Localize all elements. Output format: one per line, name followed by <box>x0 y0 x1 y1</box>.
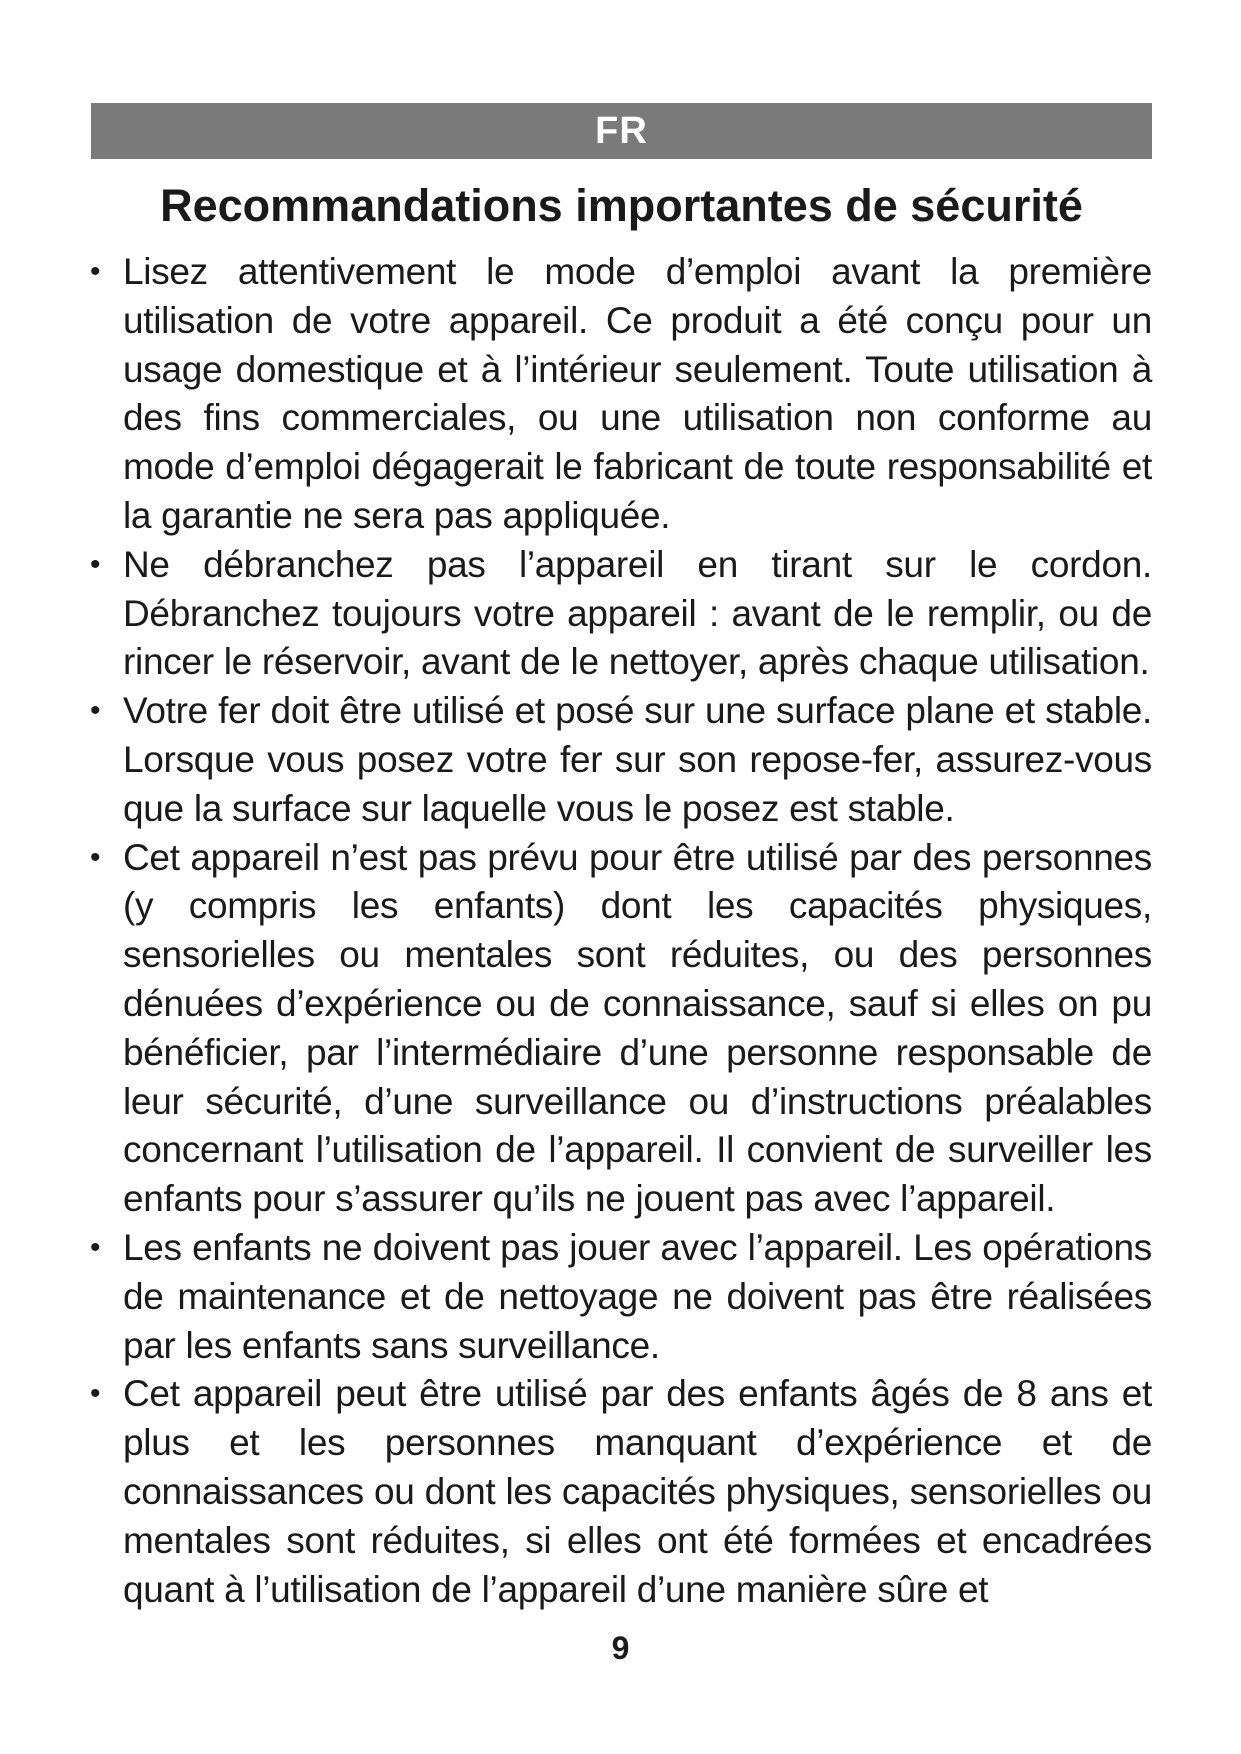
list-item-text: Lisez attentivement le mode d’emploi avant la première utilisation de votre appareil. Ce produit a été conçu pour un usage domestique et à l’intérieur seulement. Toute utilisation à des fins commerciales, ou une utilisation non conforme au mode d’emploi dégagerait le fabricant de toute responsabilité et la garantie ne sera pas appliquée. <box>123 251 1152 536</box>
list-item <box>90 541 1152 687</box>
language-code: FR <box>595 110 648 152</box>
list-item <box>90 1370 1152 1614</box>
list-item-text: Cet appareil peut être utilisé par des enfants âgés de 8 ans et plus et les personnes manquant d’expérience et de connaissances ou dont les capacités physiques, sensorielles ou mentales sont réduites, si elles ont été formées et encadrées quant à l’utilisation de l’appareil d’une manière sûre et <box>123 1373 1152 1610</box>
bullet-icon: • <box>90 255 101 288</box>
list-item <box>90 1224 1152 1370</box>
safety-recommendations-list <box>90 248 1152 1614</box>
bullet-icon: • <box>90 1230 101 1264</box>
page-number: 9 <box>611 1630 630 1666</box>
bullet-icon: • <box>90 694 101 728</box>
bullet-icon: • <box>90 547 101 581</box>
list-item-text: Cet appareil n’est pas prévu pour être utilisé par des personnes (y compris les enfants) dont les capacités physiques, sensorielles ou mentales sont réduites, ou des personnes dénuées d’expérience ou de connaissance, sauf si elles on pu bénéficier, par l’intermédiaire d’une personne responsable de leur sécurité, d’une surveillance ou d’instructions préalables concernant l’utilisation de l’appareil. Il convient de surveiller les enfants pour s’assurer qu’ils ne jouent pas avec l’appareil. <box>123 836 1152 1220</box>
list-item <box>90 687 1152 833</box>
bullet-icon: • <box>90 1377 101 1411</box>
list-item <box>90 834 1152 1224</box>
bullet-icon: • <box>90 840 101 874</box>
language-header-bar <box>91 103 1152 159</box>
list-item-text: Votre fer doit être utilisé et posé sur une surface plane et stable. Lorsque vous posez votre fer sur son repose-fer, assurez-vous que la surface sur laquelle vous le posez est stable. <box>123 690 1152 829</box>
list-item <box>90 248 1152 541</box>
list-item-text: Les enfants ne doivent pas jouer avec l’appareil. Les opérations de maintenance et de nettoyage ne doivent pas être réalisées par les enfants sans surveillance. <box>123 1226 1152 1366</box>
list-item-text: Ne débranchez pas l’appareil en tirant sur le cordon. Débranchez toujours votre appareil : avant de le remplir, ou de rincer le réservoir, avant de le nettoyer, après chaque utilisation. <box>123 543 1152 683</box>
page-title: Recommandations importantes de sécurité <box>160 180 1083 231</box>
